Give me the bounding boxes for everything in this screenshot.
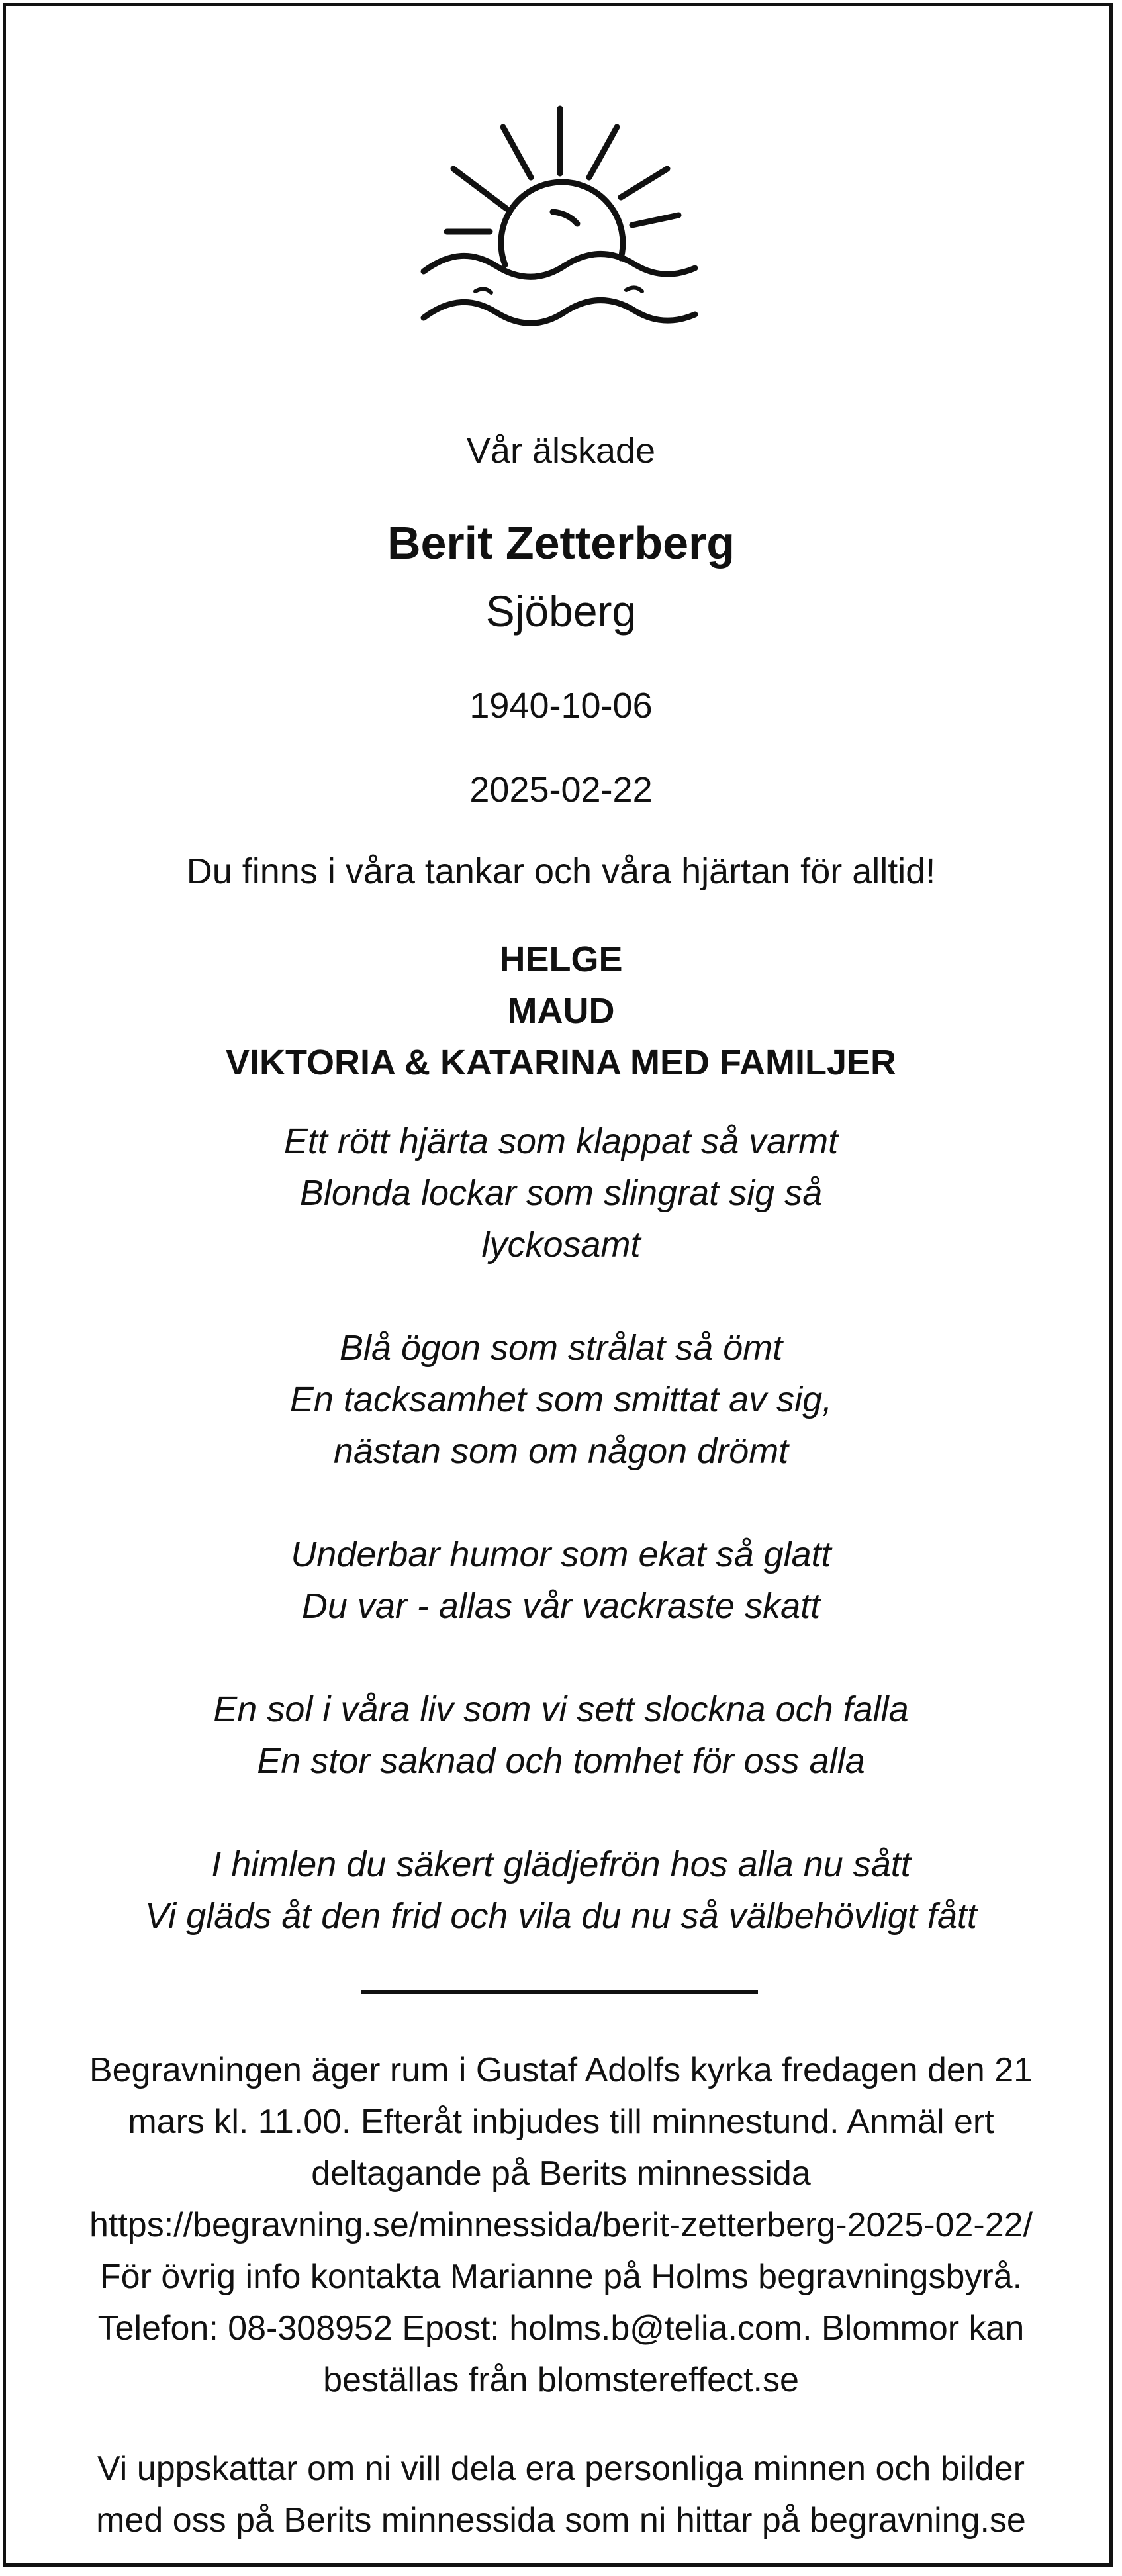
poem-line: nästan som om någon drömt — [333, 1431, 789, 1471]
poem-stanza — [0, 1684, 1122, 1787]
sun-over-waves-icon — [410, 99, 712, 338]
mourners-list — [0, 933, 1122, 1088]
section-divider — [361, 1990, 758, 1994]
info-line: deltagande på Berits minnessida — [311, 2154, 811, 2193]
memorial-page-url: https://begravning.se/minnessida/berit-zetterberg-2025-02-22/ — [89, 2206, 1033, 2244]
memorial-quote: Du finns i våra tankar och våra hjärtan för alltid! — [186, 851, 936, 891]
memorial-poem — [0, 1116, 1122, 1942]
maiden-name: Sjöberg — [485, 587, 637, 636]
poem-stanza — [0, 1529, 1122, 1632]
poem-stanza — [0, 1322, 1122, 1477]
poem-line: Blonda lockar som slingrat sig så — [299, 1173, 823, 1213]
funeral-info — [20, 2044, 1102, 2406]
poem-line: En tacksamhet som smittat av sig, — [289, 1380, 833, 1419]
notice-intro: Vår älskade — [466, 431, 656, 471]
info-line: beställas från blomstereffect.se — [323, 2361, 799, 2399]
poem-line: lyckosamt — [481, 1225, 641, 1264]
info-line: Begravningen äger rum i Gustaf Adolfs kyrka fredagen den 21 — [89, 2051, 1033, 2089]
poem-line: I himlen du säkert glädjefrön hos alla nu sått — [211, 1844, 911, 1884]
info-line: För övrig info kontakta Marianne på Holms begravningsbyrå. — [99, 2258, 1023, 2296]
poem-stanza — [0, 1838, 1122, 1942]
poem-line: Ett rött hjärta som klappat så varmt — [283, 1121, 839, 1161]
poem-line: Du var - allas vår vackraste skatt — [301, 1586, 821, 1626]
deceased-name: Berit Zetterberg — [387, 517, 735, 569]
poem-line: Vi gläds åt den frid och vila du nu så välbehövligt fått — [145, 1896, 977, 1936]
closing-line: Vi uppskattar om ni vill dela era personliga minnen och bilder — [97, 2450, 1025, 2488]
death-date: 2025-02-22 — [469, 770, 653, 810]
poem-stanza — [0, 1116, 1122, 1270]
mourner-name: HELGE — [499, 939, 623, 979]
contact-line: Telefon: 08-308952 Epost: holms.b@telia.com. Blommor kan — [97, 2309, 1025, 2348]
mourner-name: VIKTORIA & KATARINA MED FAMILJER — [225, 1043, 896, 1082]
poem-line: En sol i våra liv som vi sett slockna och falla — [213, 1690, 909, 1729]
info-line: mars kl. 11.00. Efteråt inbjudes till minnestund. Anmäl ert — [128, 2103, 994, 2141]
closing-line: med oss på Berits minnessida som ni hittar på begravning.se — [96, 2501, 1026, 2540]
poem-line: Underbar humor som ekat så glatt — [291, 1535, 831, 1574]
closing-message — [20, 2443, 1102, 2546]
birth-date: 1940-10-06 — [469, 686, 653, 726]
mourner-name: MAUD — [507, 991, 615, 1031]
poem-line: En stor saknad och tomhet för oss alla — [257, 1741, 865, 1781]
poem-line: Blå ögon som strålat så ömt — [339, 1328, 783, 1368]
